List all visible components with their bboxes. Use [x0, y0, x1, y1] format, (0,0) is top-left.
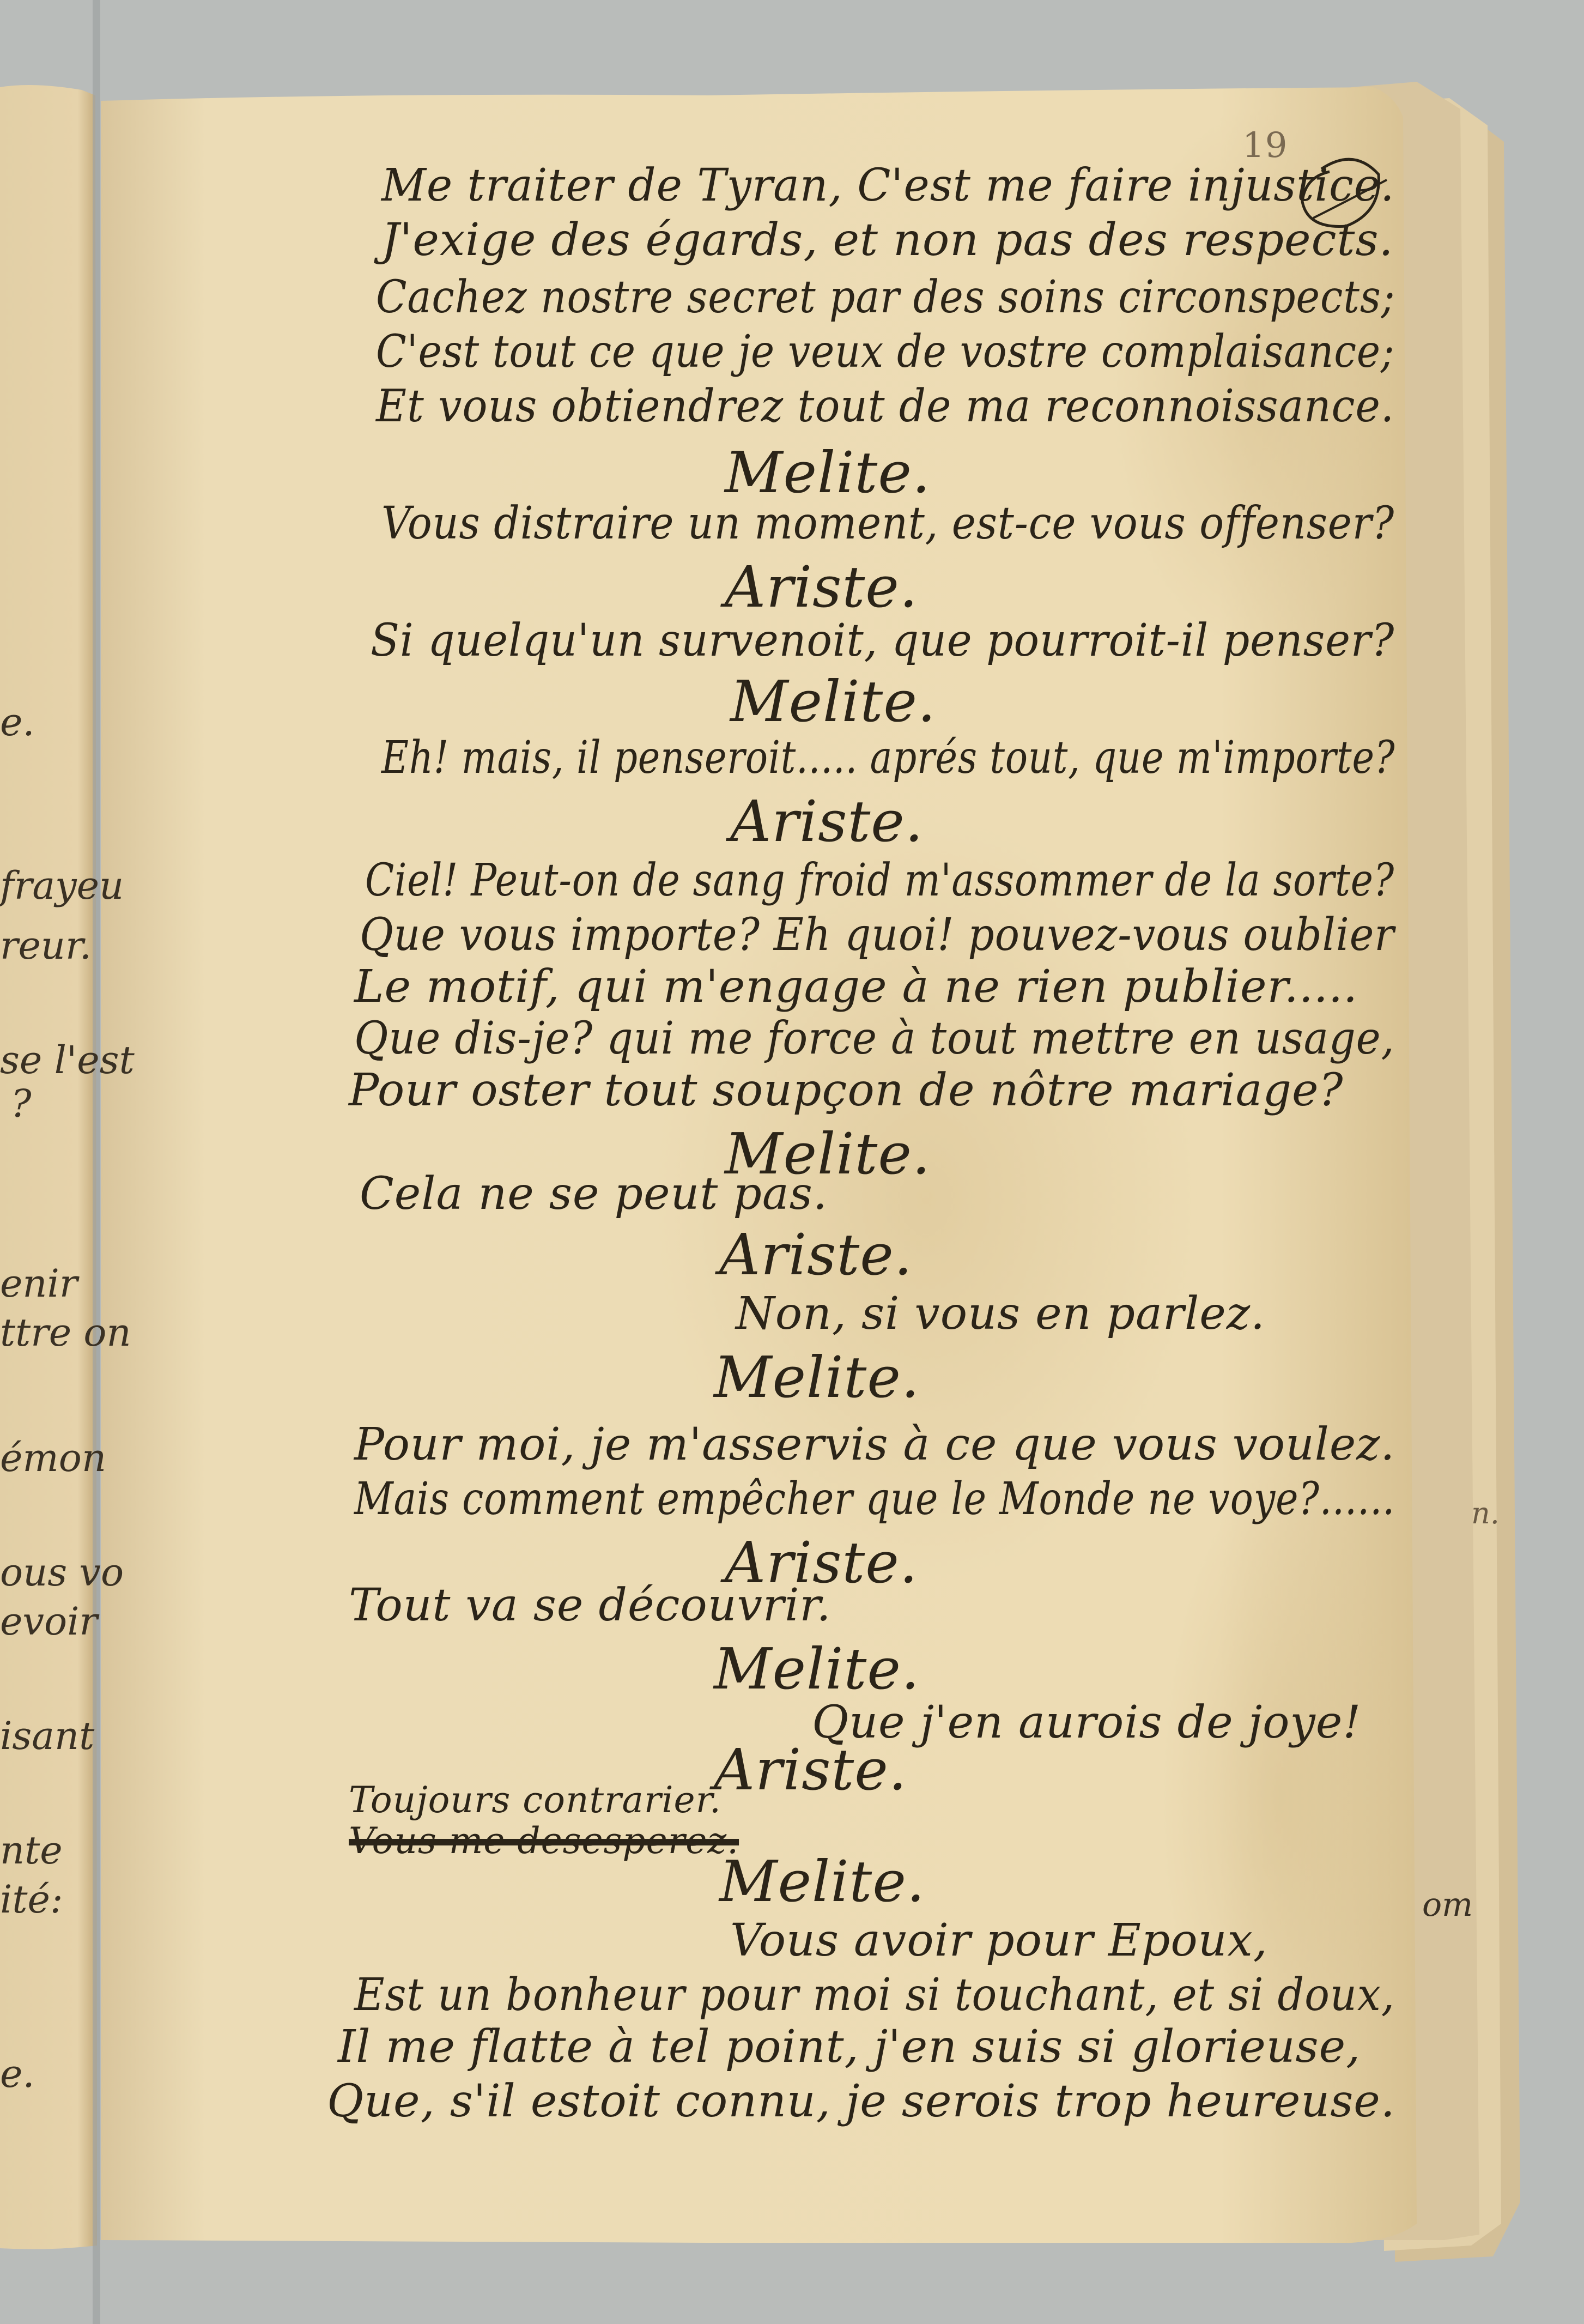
left-fragment: émon — [0, 1436, 107, 1480]
left-fragment: reur. — [0, 923, 92, 968]
speaker-heading: Ariste. — [714, 1736, 907, 1803]
verse-line: Le motif, qui m'engage à ne rien publier..... — [354, 961, 1358, 1013]
verse-line: Tout va se découvrir. — [349, 1579, 832, 1631]
right-fragment: om — [1422, 1886, 1473, 1924]
speaker-heading: Melite. — [730, 668, 936, 735]
verse-line: Eh! mais, il penseroit..... aprés tout, que m'importe? — [381, 732, 1395, 784]
verse-line: Et vous obtiendrez tout de ma reconnoissance. — [376, 380, 1395, 432]
right-fragment: n. — [1471, 1496, 1500, 1530]
verse-line: Que dis-je? qui me force à tout mettre en usage, — [354, 1013, 1395, 1064]
verse-line: J'exige des égards, et non pas des respects. — [381, 214, 1394, 266]
verse-line: C'est tout ce que je veux de vostre complaisance; — [376, 326, 1395, 378]
verse-line: Est un bonheur pour moi si touchant, et si doux, — [354, 1969, 1395, 2021]
speaker-heading: Melite. — [725, 439, 931, 506]
left-fragment: nte — [0, 1828, 63, 1873]
left-fragment: evoir — [0, 1599, 98, 1644]
verse-line: Non, si vous en parlez. — [736, 1288, 1266, 1340]
left-fragment: e. — [0, 700, 35, 745]
speaker-heading: Melite. — [714, 1636, 920, 1702]
left-fragment: ité: — [0, 1877, 63, 1922]
verse-line: Si quelqu'un survenoit, que pourroit-il penser? — [371, 615, 1395, 667]
left-fragment: enir — [0, 1261, 78, 1306]
speaker-heading: Ariste. — [730, 788, 924, 855]
verse-line: Pour moi, je m'asservis à ce que vous voulez. — [354, 1419, 1395, 1470]
verse-line: Que vous importe? Eh quoi! pouvez-vous oublier — [360, 909, 1395, 961]
verse-line: Cela ne se peut pas. — [360, 1168, 828, 1220]
speaker-heading: Melite. — [725, 1121, 931, 1187]
speaker-heading: Ariste. — [719, 1221, 913, 1288]
verse-line: Pour oster tout soupçon de nôtre mariage? — [349, 1064, 1344, 1116]
speaker-heading: Ariste. — [725, 554, 918, 620]
struck-out-line: Vous me desesperez. — [349, 1820, 739, 1862]
correction-insert: Toujours contrarier. — [349, 1779, 721, 1821]
verse-line: Mais comment empêcher que le Monde ne voye?...... — [354, 1473, 1395, 1525]
verse-line: Vous avoir pour Epoux, — [730, 1915, 1268, 1966]
verse-line: Il me flatte à tel point, j'en suis si glorieuse, — [338, 2021, 1361, 2073]
left-fragment: se l'est — [0, 1038, 135, 1082]
speaker-heading: Melite. — [714, 1344, 920, 1411]
verse-line: Vous distraire un moment, est-ce vous offenser? — [381, 498, 1395, 549]
left-fragment: frayeu — [0, 863, 124, 908]
left-fragment: ous vo — [0, 1550, 124, 1595]
speaker-heading: Melite. — [719, 1848, 925, 1915]
verse-line: Cachez nostre secret par des soins circonspects; — [376, 271, 1395, 323]
verse-line: Me traiter de Tyran, C'est me faire injustice. — [381, 160, 1395, 211]
left-fragment: ttre on — [0, 1310, 131, 1355]
left-fragment: e. — [0, 2051, 35, 2096]
verse-line: Que, s'il estoit connu, je serois trop heureuse. — [327, 2075, 1395, 2127]
page-number: 19 — [1242, 125, 1288, 166]
verse-line: Ciel! Peut-on de sang froid m'assommer de la sorte? — [365, 855, 1394, 906]
speaker-heading: Ariste. — [725, 1529, 918, 1596]
left-fragment: isant — [0, 1714, 95, 1758]
left-fragment: ? — [11, 1081, 32, 1126]
verse-line: Que j'en aurois de joye! — [812, 1697, 1362, 1748]
